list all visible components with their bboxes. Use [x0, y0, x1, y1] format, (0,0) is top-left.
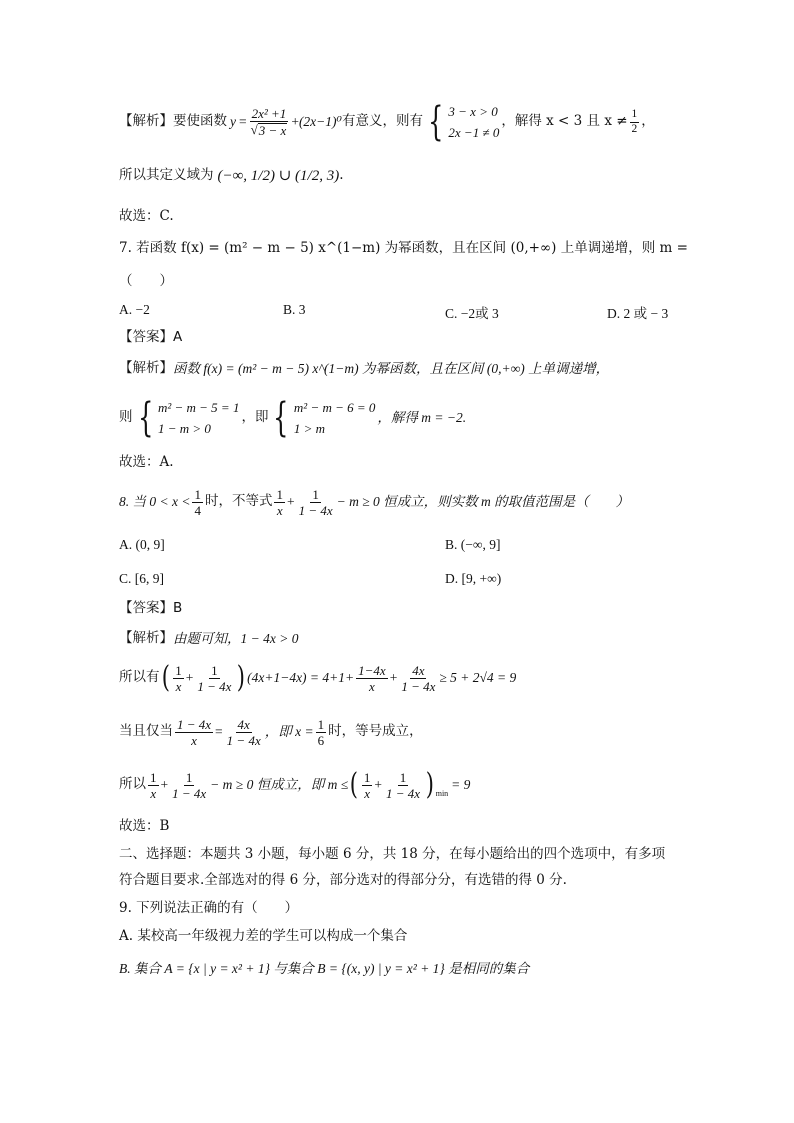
q8-sol-b-tail: ≥ 5 + 2√4 = 9: [439, 670, 517, 686]
half-fraction: $\frac{1}{2}$: [631, 108, 638, 135]
q8-sol-d-tail: = 9: [451, 777, 471, 793]
q8-sol-c-mid: ，即 x =: [264, 724, 314, 740]
q8-answer-label: 【答案】B: [119, 600, 183, 616]
domain-expression: (−∞, 1/2) ∪ (1/2, 3): [217, 167, 340, 184]
q7-system-line: [119, 395, 466, 441]
q6-answer: 故选：C.: [119, 208, 174, 224]
q7-paren: （ ）: [119, 273, 173, 289]
q7-option-c: C. −2或 3: [445, 306, 499, 321]
q8-sol-b: 所以有 ( $\frac{1}{x}$ + $\frac{1}{1 - 4x}$ ) (4x+1−4x) = 4+1+ $\frac{1-4x}{x}$ + $\frac{4x}{1 - 4x}$ ≥ 5 + 2√4 = 9: [119, 660, 517, 695]
q8-sol-d-pre: 所以: [119, 776, 146, 793]
q8-sol-b-pre: 所以有: [119, 669, 160, 686]
q8-sol-a: [119, 632, 298, 646]
q9-option-a: A. 某校高一年级视力差的学生可以构成一个集合: [119, 928, 408, 944]
q8-sol-c-tail: 时，等号成立，: [328, 723, 423, 740]
q7-ji: ，即: [241, 409, 269, 426]
q7-solution-line: [119, 362, 609, 376]
q6-domain-line: 所以其定义域为 (−∞, 1/2) ∪ (1/2, 3) .: [119, 167, 344, 184]
q8-option-d: D. [9, +∞): [445, 571, 502, 586]
q8-sol-c: 当且仅当 $\frac{1 - 4x}{x}$ = $\frac{4x}{1 - 4x}$ ，即 x = $\frac{1}{6}$ 时，等号成立，: [119, 716, 423, 748]
q6-solution-line: 【解析】 要使函数 y = 2x² +1 √ 3 − x + (2x−1)⁰ 有意义，则有 { 3 − x > 0 2x −1 ≠ 0 ，解得 x < 3 且 x ≠ $\frac{1}{2}$ ，: [119, 99, 655, 145]
func-y: y: [230, 114, 236, 130]
q8-option-c: C. [6, 9]: [119, 571, 164, 586]
section2-line1: 二、选择题：本题共 3 小题，每小题 6 分，共 18 分，在每小题给出的四个选项中，有多项: [119, 846, 666, 862]
section2-line2: 符合题目要求.全部选对的得 6 分，部分选对的得部分分，有选错的得 0 分.: [119, 872, 567, 888]
q8-sol-c-pre: 当且仅当: [119, 723, 173, 740]
solution-lead: 要使函数: [173, 113, 227, 130]
result-text: ，解得 x < 3 且 x ≠: [501, 113, 628, 130]
quarter-fraction: $\frac{1}{4}$: [194, 486, 201, 518]
q8-stem: 8. 当 0 < x < $\frac{1}{4}$ 时，不等式 $\frac{1}{x}$ + $\frac{1}{1 - 4x}$ − m ≥ 0 恒成立，则实数 m 的取值范围是（ ）: [119, 486, 630, 518]
func-tail: (2x−1)⁰: [298, 114, 342, 130]
q8-sol-b-mid: (4x+1−4x) = 4+1+: [247, 670, 355, 686]
q8-sol-d: 所以 $\frac{1}{x}$ + $\frac{1}{1 - 4x}$ − m ≥ 0 恒成立，即 m ≤ ( $\frac{1}{x}$ + $\frac{1}{1 - 4x}$ ) min = 9: [119, 767, 471, 802]
q7-option-d: D. 2 或 − 3: [607, 306, 669, 321]
q7-stem: 7. 若函数 f(x) = (m² − m − 5) x^(1−m) 为幂函数，且在区间 (0,+∞) 上单调递增，则 m =: [119, 240, 688, 256]
q7-answer-label: 【答案】A: [119, 329, 183, 345]
q8-final: 故选：B: [119, 818, 170, 834]
q8-stem-a: 8. 当 0 < x <: [119, 494, 191, 510]
q9-stem: 9. 下列说法正确的有（ ）: [119, 900, 299, 916]
q8-stem-b: 时，不等式: [204, 493, 273, 510]
q7-system-1: { m² − m − 5 = 1 1 − m > 0: [137, 395, 240, 441]
q7-option-b: B. 3: [283, 302, 306, 317]
q8-sol-d-mid: − m ≥ 0 恒成立，即 m ≤: [210, 777, 349, 793]
q7-solution-label: 【解析】: [119, 360, 173, 376]
solution-label: 【解析】: [119, 113, 173, 130]
q7-ze: 则: [119, 409, 133, 426]
q8-solution-label: 【解析】: [119, 630, 173, 646]
q7-system-2: { m² − m − 6 = 0 1 > m: [273, 395, 376, 441]
q8-option-b: B. (−∞, 9]: [445, 537, 501, 552]
q8-sol-a-text: 由题可知，1 − 4x > 0: [173, 631, 299, 646]
q9-option-b: B. 集合 A = {x | y = x² + 1} 与集合 B = {(x, y) | y = x² + 1} 是相同的集合: [119, 961, 530, 976]
q7-solution-text: 函数 f(x) = (m² − m − 5) x^(1−m) 为幂函数，且在区间 (0,+∞) 上单调递增，: [173, 361, 610, 376]
domain-label: 所以其定义域为: [119, 167, 214, 184]
q7-solve: ，解得 m = −2.: [377, 410, 467, 426]
q7-final: 故选：A.: [119, 454, 174, 470]
q7-option-a: A. −2: [119, 302, 150, 317]
q8-option-a: A. (0, 9]: [119, 537, 165, 552]
meaning-text: 有意义，则有: [341, 113, 423, 130]
q8-stem-c: − m ≥ 0 恒成立，则实数 m 的取值范围是（ ）: [336, 494, 630, 510]
function-fraction: 2x² +1 √ 3 − x: [250, 106, 287, 138]
condition-system: { 3 − x > 0 2x −1 ≠ 0: [428, 99, 500, 145]
